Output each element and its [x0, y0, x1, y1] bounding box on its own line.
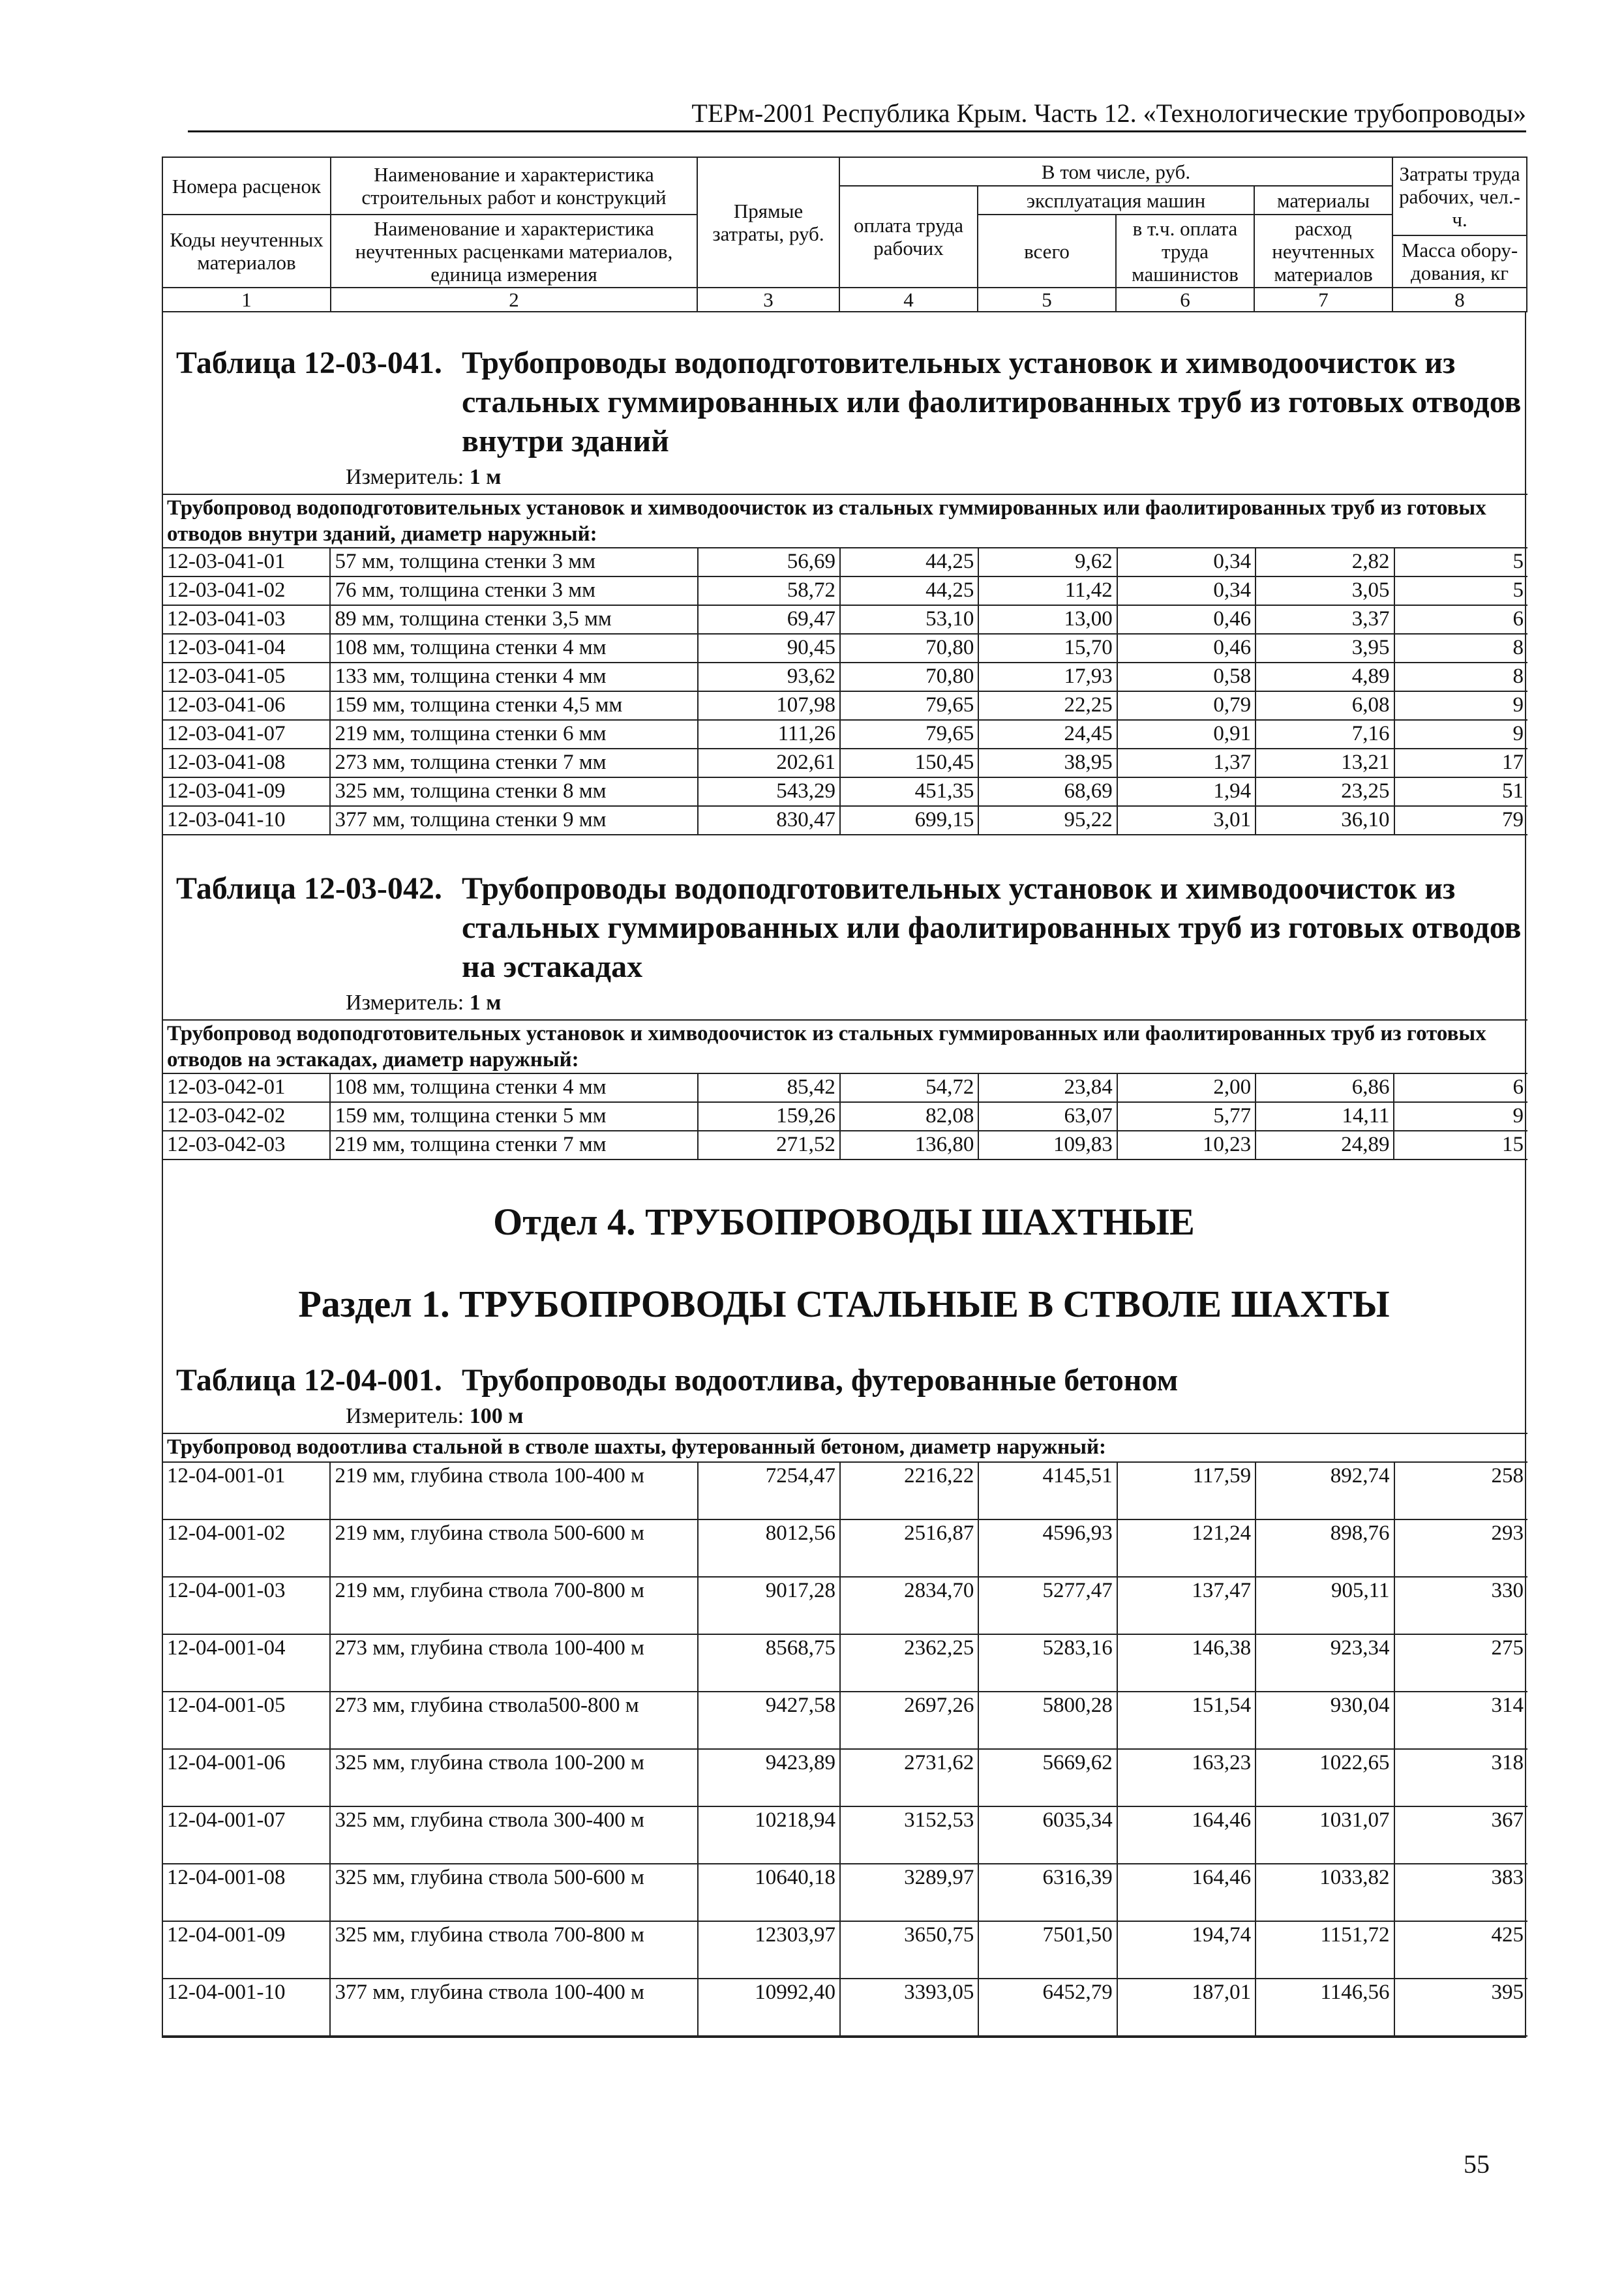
labor-cost: 699,15 [840, 806, 978, 835]
labor-hours: 9 [1394, 720, 1527, 749]
rate-code: 12-03-041-04 [163, 634, 330, 663]
direct-cost: 7254,47 [698, 1462, 840, 1519]
labor-cost: 70,80 [840, 663, 978, 691]
materials-cost: 1022,65 [1256, 1749, 1394, 1806]
labor-cost: 3650,75 [840, 1921, 978, 1979]
rate-code: 12-04-001-05 [163, 1692, 330, 1749]
machine-cost: 7501,50 [978, 1921, 1117, 1979]
materials-cost: 923,34 [1256, 1634, 1394, 1692]
operator-cost: 0,91 [1117, 720, 1256, 749]
materials-cost: 13,21 [1256, 749, 1394, 777]
operator-cost: 0,46 [1117, 634, 1256, 663]
machine-cost: 38,95 [978, 749, 1117, 777]
materials-cost: 3,95 [1256, 634, 1394, 663]
table-label: Таблица 12-03-041. [176, 346, 442, 380]
table-row [163, 749, 1527, 777]
rate-description: 219 мм, толщина стенки 6 мм [330, 720, 697, 749]
col-number: 1 [162, 288, 331, 312]
rate-description: 57 мм, толщина стенки 3 мм [330, 548, 697, 576]
materials-header: материалы [1254, 186, 1392, 215]
direct-cost: 10640,18 [698, 1864, 840, 1921]
col2-top-header: Наименование и характеристика строительных работ и конструкций [331, 157, 697, 215]
group-heading: Трубопровод водоподготовительных установок и химводоочисток из стальных гуммированных или фаолитированных труб из готовых отводов внутри зданий, диаметр наружный: [163, 494, 1527, 548]
direct-cost: 12303,97 [698, 1921, 840, 1979]
direct-cost: 543,29 [698, 777, 840, 806]
table-row [163, 1577, 1527, 1634]
including-header: В том числе, руб. [839, 157, 1392, 186]
meter-value: 100 м [469, 1404, 524, 1428]
machine-cost: 24,45 [978, 720, 1117, 749]
direct-cost: 202,61 [698, 749, 840, 777]
operator-cost: 0,79 [1117, 691, 1256, 720]
tables-frame [162, 312, 1526, 2038]
operator-cost: 163,23 [1117, 1749, 1256, 1806]
rate-description: 108 мм, толщина стенки 4 мм [330, 1073, 697, 1102]
rate-description: 108 мм, толщина стенки 4 мм [330, 634, 697, 663]
rate-description: 89 мм, толщина стенки 3,5 мм [330, 605, 697, 634]
direct-cost: 69,47 [698, 605, 840, 634]
machine-cost: 68,69 [978, 777, 1117, 806]
rate-code: 12-04-001-08 [163, 1864, 330, 1921]
table-title [163, 869, 1525, 987]
col6-header: в т.ч. оплата труда машинистов [1116, 215, 1254, 288]
table-row [163, 1864, 1527, 1921]
materials-cost: 930,04 [1256, 1692, 1394, 1749]
labor-hours: 318 [1394, 1749, 1527, 1806]
machine-cost: 5800,28 [978, 1692, 1117, 1749]
machine-cost: 23,84 [978, 1073, 1117, 1102]
operator-cost: 151,54 [1117, 1692, 1256, 1749]
labor-hours: 314 [1394, 1692, 1527, 1749]
rate-description: 273 мм, глубина ствола 100-400 м [330, 1634, 697, 1692]
col-number: 4 [839, 288, 978, 312]
rate-description: 219 мм, глубина ствола 700-800 м [330, 1577, 697, 1634]
table-row [163, 663, 1527, 691]
col8-bottom-header: Масса обору-дования, кг [1392, 235, 1527, 288]
meter-line [163, 1400, 1525, 1433]
table-row [163, 777, 1527, 806]
rate-code: 12-03-041-02 [163, 576, 330, 605]
materials-cost: 4,89 [1256, 663, 1394, 691]
rate-description: 377 мм, толщина стенки 9 мм [330, 806, 697, 835]
rate-code: 12-03-042-02 [163, 1102, 330, 1131]
operator-cost: 1,37 [1117, 749, 1256, 777]
col3-header: Прямые затраты, руб. [697, 157, 839, 288]
labor-hours: 8 [1394, 634, 1527, 663]
direct-cost: 111,26 [698, 720, 840, 749]
table-row [163, 691, 1527, 720]
col-number: 3 [697, 288, 839, 312]
rate-description: 76 мм, толщина стенки 3 мм [330, 576, 697, 605]
machine-cost: 15,70 [978, 634, 1117, 663]
rate-code: 12-04-001-01 [163, 1462, 330, 1519]
labor-cost: 70,80 [840, 634, 978, 663]
labor-cost: 44,25 [840, 576, 978, 605]
operator-cost: 187,01 [1117, 1979, 1256, 2036]
direct-cost: 56,69 [698, 548, 840, 576]
table-row [163, 1921, 1527, 1979]
rate-code: 12-04-001-02 [163, 1519, 330, 1577]
materials-cost: 1031,07 [1256, 1806, 1394, 1864]
machine-cost: 17,93 [978, 663, 1117, 691]
machine-cost: 4145,51 [978, 1462, 1117, 1519]
table-caption: Трубопроводы водоотлива, футерованные бетоном [462, 1363, 1179, 1398]
labor-cost: 136,80 [840, 1131, 978, 1159]
labor-hours: 51 [1394, 777, 1527, 806]
direct-cost: 8012,56 [698, 1519, 840, 1577]
operator-cost: 121,24 [1117, 1519, 1256, 1577]
table-row [163, 806, 1527, 835]
operator-cost: 10,23 [1117, 1131, 1256, 1159]
machine-cost: 63,07 [978, 1102, 1117, 1131]
machines-header: эксплуатация машин [978, 186, 1254, 215]
table-label: Таблица 12-03-042. [176, 871, 442, 906]
materials-cost: 3,05 [1256, 576, 1394, 605]
col-number: 7 [1254, 288, 1392, 312]
department-heading: Отдел 4. ТРУБОПРОВОДЫ ШАХТНЫЕ [493, 1201, 1195, 1243]
table-row [163, 1462, 1527, 1519]
operator-cost: 137,47 [1117, 1577, 1256, 1634]
labor-cost: 3393,05 [840, 1979, 978, 2036]
operator-cost: 5,77 [1117, 1102, 1256, 1131]
machine-cost: 13,00 [978, 605, 1117, 634]
col-number: 6 [1116, 288, 1254, 312]
table-row [163, 720, 1527, 749]
rate-code: 12-03-041-05 [163, 663, 330, 691]
labor-cost: 54,72 [840, 1073, 978, 1102]
page-number: 55 [1464, 2149, 1490, 2179]
operator-cost: 2,00 [1117, 1073, 1256, 1102]
operator-cost: 1,94 [1117, 777, 1256, 806]
machine-cost: 9,62 [978, 548, 1117, 576]
table-row [163, 634, 1527, 663]
labor-hours: 395 [1394, 1979, 1527, 2036]
labor-cost: 79,65 [840, 691, 978, 720]
labor-hours: 383 [1394, 1864, 1527, 1921]
labor-cost: 2362,25 [840, 1634, 978, 1692]
rate-description: 325 мм, глубина ствола 100-200 м [330, 1749, 697, 1806]
rate-code: 12-04-001-03 [163, 1577, 330, 1634]
labor-cost: 53,10 [840, 605, 978, 634]
operator-cost: 164,46 [1117, 1806, 1256, 1864]
materials-cost: 3,37 [1256, 605, 1394, 634]
rate-code: 12-03-041-01 [163, 548, 330, 576]
labor-hours: 9 [1394, 1102, 1527, 1131]
labor-cost: 82,08 [840, 1102, 978, 1131]
labor-cost: 2697,26 [840, 1692, 978, 1749]
rate-code: 12-03-041-06 [163, 691, 330, 720]
table-row [163, 1634, 1527, 1692]
direct-cost: 10218,94 [698, 1806, 840, 1864]
labor-hours: 15 [1394, 1131, 1527, 1159]
operator-cost: 0,34 [1117, 548, 1256, 576]
meter-line [163, 987, 1525, 1019]
rate-code: 12-04-001-04 [163, 1634, 330, 1692]
table-title [163, 1361, 1525, 1400]
meter-label: Измеритель: [346, 1404, 464, 1428]
operator-cost: 117,59 [1117, 1462, 1256, 1519]
materials-cost: 892,74 [1256, 1462, 1394, 1519]
rate-code: 12-03-041-03 [163, 605, 330, 634]
table-row [163, 1979, 1527, 2036]
rate-code: 12-03-041-10 [163, 806, 330, 835]
materials-cost: 24,89 [1256, 1131, 1394, 1159]
rate-description: 325 мм, глубина ствола 500-600 м [330, 1864, 697, 1921]
rate-code: 12-03-041-09 [163, 777, 330, 806]
rates-table [163, 1433, 1527, 2037]
header-rule [188, 130, 1526, 132]
meter-value: 1 м [469, 465, 502, 489]
rate-description: 273 мм, глубина ствола500-800 м [330, 1692, 697, 1749]
machine-cost: 4596,93 [978, 1519, 1117, 1577]
rate-description: 377 мм, глубина ствола 100-400 м [330, 1979, 697, 2036]
direct-cost: 9423,89 [698, 1749, 840, 1806]
labor-hours: 330 [1394, 1577, 1527, 1634]
materials-cost: 36,10 [1256, 806, 1394, 835]
labor-hours: 6 [1394, 605, 1527, 634]
materials-cost: 1151,72 [1256, 1921, 1394, 1979]
materials-cost: 7,16 [1256, 720, 1394, 749]
materials-cost: 898,76 [1256, 1519, 1394, 1577]
table-caption: Трубопроводы водоподготовительных установок и химводоочисток из стальных гуммированных или фаолитированных труб из готовых отводов на эстакадах [462, 871, 1522, 984]
machine-cost: 6035,34 [978, 1806, 1117, 1864]
operator-cost: 0,34 [1117, 576, 1256, 605]
col5-header: всего [978, 215, 1116, 288]
table-label: Таблица 12-04-001. [176, 1363, 442, 1398]
direct-cost: 9427,58 [698, 1692, 840, 1749]
materials-cost: 1033,82 [1256, 1864, 1394, 1921]
meter-label: Измеритель: [346, 991, 464, 1015]
labor-cost: 2834,70 [840, 1577, 978, 1634]
labor-hours: 79 [1394, 806, 1527, 835]
meter-label: Измеритель: [346, 465, 464, 489]
col8-top-header: Затраты труда рабочих, чел.-ч. [1392, 157, 1527, 235]
rate-code: 12-04-001-09 [163, 1921, 330, 1979]
group-heading: Трубопровод водоподготовительных установок и химводоочисток из стальных гуммированных или фаолитированных труб из готовых отводов на эстакадах, диаметр наружный: [163, 1020, 1527, 1073]
table-caption: Трубопроводы водоподготовительных установок и химводоочисток из стальных гуммированных или фаолитированных труб из готовых отводов внутри зданий [462, 346, 1522, 458]
operator-cost: 0,58 [1117, 663, 1256, 691]
machine-cost: 6452,79 [978, 1979, 1117, 2036]
rate-description: 219 мм, толщина стенки 7 мм [330, 1131, 697, 1159]
rate-code: 12-03-042-01 [163, 1073, 330, 1102]
labor-hours: 9 [1394, 691, 1527, 720]
labor-cost: 2516,87 [840, 1519, 978, 1577]
operator-cost: 0,46 [1117, 605, 1256, 634]
labor-hours: 5 [1394, 576, 1527, 605]
group-heading: Трубопровод водоотлива стальной в стволе шахты, футерованный бетоном, диаметр наружный: [163, 1433, 1527, 1462]
labor-hours: 425 [1394, 1921, 1527, 1979]
labor-hours: 6 [1394, 1073, 1527, 1102]
machine-cost: 109,83 [978, 1131, 1117, 1159]
operator-cost: 194,74 [1117, 1921, 1256, 1979]
table-row [163, 1073, 1527, 1102]
direct-cost: 90,45 [698, 634, 840, 663]
materials-cost: 1146,56 [1256, 1979, 1394, 2036]
table-row [163, 1692, 1527, 1749]
labor-cost: 79,65 [840, 720, 978, 749]
labor-hours: 8 [1394, 663, 1527, 691]
rate-description: 273 мм, толщина стенки 7 мм [330, 749, 697, 777]
labor-cost: 3152,53 [840, 1806, 978, 1864]
price-sheet [162, 157, 1526, 2038]
machine-cost: 6316,39 [978, 1864, 1117, 1921]
rate-description: 133 мм, толщина стенки 4 мм [330, 663, 697, 691]
col2-bottom-header: Наименование и характеристика неучтенных расценками материалов, единица измерения [331, 215, 697, 288]
rate-code: 12-03-041-07 [163, 720, 330, 749]
col-number: 8 [1392, 288, 1527, 312]
running-header: ТЕРм-2001 Республика Крым. Часть 12. «Технологические трубопроводы» [691, 98, 1526, 128]
table-row [163, 1519, 1527, 1577]
direct-cost: 93,62 [698, 663, 840, 691]
operator-cost: 3,01 [1117, 806, 1256, 835]
labor-hours: 258 [1394, 1462, 1527, 1519]
direct-cost: 107,98 [698, 691, 840, 720]
table-title [163, 344, 1525, 461]
column-header-table [162, 157, 1527, 312]
labor-hours: 367 [1394, 1806, 1527, 1864]
labor-cost: 2731,62 [840, 1749, 978, 1806]
meter-value: 1 м [469, 991, 502, 1015]
labor-cost: 2216,22 [840, 1462, 978, 1519]
materials-cost: 6,08 [1256, 691, 1394, 720]
rate-description: 159 мм, толщина стенки 5 мм [330, 1102, 697, 1131]
direct-cost: 58,72 [698, 576, 840, 605]
col-number: 5 [978, 288, 1116, 312]
rates-table [163, 494, 1527, 835]
direct-cost: 9017,28 [698, 1577, 840, 1634]
section-heading: Раздел 1. ТРУБОПРОВОДЫ СТАЛЬНЫЕ В СТВОЛЕ ШАХТЫ [298, 1283, 1390, 1325]
col1-top-header: Номера расценок [162, 157, 331, 215]
labor-hours: 275 [1394, 1634, 1527, 1692]
table-row [163, 1131, 1527, 1159]
machine-cost: 95,22 [978, 806, 1117, 835]
rate-code: 12-04-001-07 [163, 1806, 330, 1864]
materials-cost: 2,82 [1256, 548, 1394, 576]
labor-hours: 293 [1394, 1519, 1527, 1577]
col4-header: оплата труда рабочих [839, 186, 978, 288]
rate-code: 12-04-001-10 [163, 1979, 330, 2036]
labor-hours: 5 [1394, 548, 1527, 576]
direct-cost: 271,52 [698, 1131, 840, 1159]
col-number: 2 [331, 288, 697, 312]
rate-description: 219 мм, глубина ствола 100-400 м [330, 1462, 697, 1519]
rate-description: 325 мм, глубина ствола 300-400 м [330, 1806, 697, 1864]
table-row [163, 1749, 1527, 1806]
rate-code: 12-04-001-06 [163, 1749, 330, 1806]
rates-table [163, 1019, 1527, 1160]
col7-header: расход неучтенных материалов [1254, 215, 1392, 288]
materials-cost: 6,86 [1256, 1073, 1394, 1102]
rate-description: 219 мм, глубина ствола 500-600 м [330, 1519, 697, 1577]
table-row [163, 1102, 1527, 1131]
rate-code: 12-03-041-08 [163, 749, 330, 777]
labor-hours: 17 [1394, 749, 1527, 777]
direct-cost: 10992,40 [698, 1979, 840, 2036]
rate-description: 325 мм, глубина ствола 700-800 м [330, 1921, 697, 1979]
labor-cost: 451,35 [840, 777, 978, 806]
meter-line [163, 461, 1525, 494]
table-row [163, 1806, 1527, 1864]
labor-cost: 150,45 [840, 749, 978, 777]
rate-code: 12-03-042-03 [163, 1131, 330, 1159]
labor-cost: 44,25 [840, 548, 978, 576]
machine-cost: 22,25 [978, 691, 1117, 720]
direct-cost: 8568,75 [698, 1634, 840, 1692]
machine-cost: 11,42 [978, 576, 1117, 605]
materials-cost: 905,11 [1256, 1577, 1394, 1634]
rate-description: 159 мм, толщина стенки 4,5 мм [330, 691, 697, 720]
operator-cost: 164,46 [1117, 1864, 1256, 1921]
col1-bottom-header: Коды неучтенных материалов [162, 215, 331, 288]
direct-cost: 85,42 [698, 1073, 840, 1102]
materials-cost: 23,25 [1256, 777, 1394, 806]
labor-cost: 3289,97 [840, 1864, 978, 1921]
table-row [163, 576, 1527, 605]
direct-cost: 830,47 [698, 806, 840, 835]
machine-cost: 5277,47 [978, 1577, 1117, 1634]
materials-cost: 14,11 [1256, 1102, 1394, 1131]
rate-description: 325 мм, толщина стенки 8 мм [330, 777, 697, 806]
table-row [163, 548, 1527, 576]
machine-cost: 5283,16 [978, 1634, 1117, 1692]
table-row [163, 605, 1527, 634]
direct-cost: 159,26 [698, 1102, 840, 1131]
machine-cost: 5669,62 [978, 1749, 1117, 1806]
operator-cost: 146,38 [1117, 1634, 1256, 1692]
